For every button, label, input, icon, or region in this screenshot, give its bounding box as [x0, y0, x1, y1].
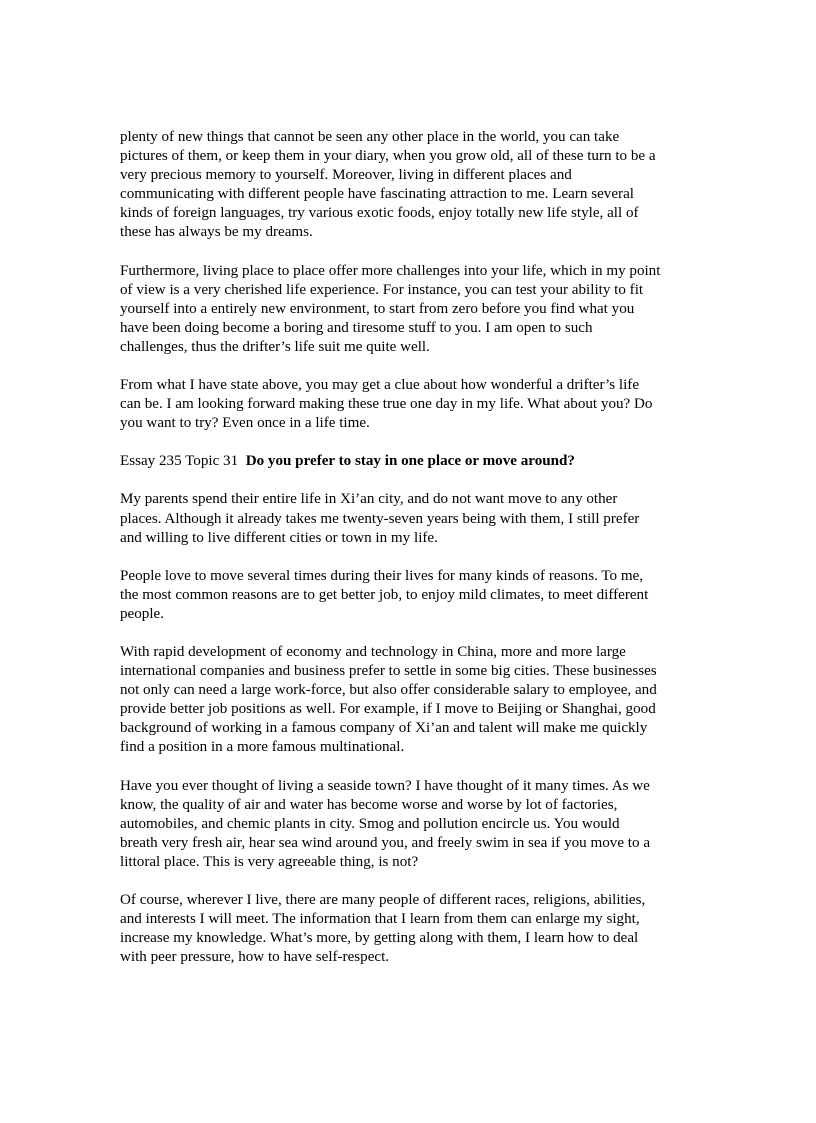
text-line: know, the quality of air and water has become worse and worse by lot of factories, [120, 796, 618, 813]
text-line: have been doing become a boring and tiresome stuff to you. I am open to such [120, 319, 593, 336]
document-page [120, 128, 705, 986]
text-line: these has always be my dreams. [120, 224, 313, 241]
text-line: communicating with different people have fascinating attraction to me. Learn several [120, 186, 634, 203]
text-line: of view is a very cherished life experience. For instance, you can test your ability to fit [120, 281, 644, 298]
text-line: kinds of foreign languages, try various exotic foods, enjoy totally new life style, all of [120, 205, 639, 222]
text-line: with peer pressure, how to have self-respect. [120, 949, 390, 966]
text-line: and willing to live different cities or town in my life. [120, 529, 438, 546]
essay-title: Do you prefer to stay in one place or move around? [245, 453, 575, 470]
text-line: littoral place. This is very agreeable thing, is not? [120, 853, 419, 870]
text-line: increase my knowledge. What’s more, by getting along with them, I learn how to deal [120, 930, 639, 947]
text-line: provide better job positions as well. For example, if I move to Beijing or Shanghai, good [120, 701, 656, 718]
text-line: can be. I am looking forward making these true one day in my life. What about you? Do [120, 396, 653, 413]
text-line: very precious memory to yourself. Moreover, living in different places and [120, 167, 572, 184]
text-line: you want to try? Even once in a life time. [120, 415, 370, 432]
text-line: Furthermore, living place to place offer more challenges into your life, which in my point [120, 262, 661, 279]
text-line: find a position in a more famous multinational. [120, 739, 405, 756]
text-line: the most common reasons are to get better job, to enjoy mild climates, to meet different [120, 586, 649, 603]
essay-label: Essay 235 Topic 31 [120, 453, 239, 470]
text-line: breath very fresh air, hear sea wind around you, and freely swim in sea if you move to a [120, 834, 651, 851]
text-line: With rapid development of economy and technology in China, more and more large [120, 643, 626, 660]
text-line: places. Although it already takes me twenty-seven years being with them, I still prefer [120, 510, 640, 527]
paragraph-conclusion [120, 376, 705, 433]
text-line: plenty of new things that cannot be seen any other place in the world, you can take [120, 129, 620, 145]
text-line: From what I have state above, you may get a clue about how wonderful a drifter’s life [120, 377, 640, 394]
paragraph-economy [120, 643, 705, 758]
text-line: challenges, thus the drifter’s life suit me quite well. [120, 338, 430, 355]
text-line: people. [120, 605, 165, 622]
text-line: My parents spend their entire life in Xi’an city, and do not want move to any other [120, 491, 618, 508]
text-line: and interests I will meet. The information that I learn from them can enlarge my sight, [120, 911, 640, 928]
text-line: yourself into a entirely new environment, to start from zero before you find what you [120, 300, 635, 317]
paragraph-seaside [120, 777, 705, 872]
paragraph-parents [120, 490, 705, 547]
text-line: automobiles, and chemic plants in city. Smog and pollution encircle us. You would [120, 815, 620, 832]
paragraph-travel-memories [120, 128, 705, 243]
text-line: pictures of them, or keep them in your diary, when you grow old, all of these turn to be a [120, 148, 656, 165]
essay-heading [120, 452, 705, 471]
text-line: Have you ever thought of living a seaside town? I have thought of it many times. As we [120, 777, 650, 794]
text-line: not only can need a large work-force, but also offer considerable salary to employee, and [120, 682, 657, 699]
text-line: international companies and business prefer to settle in some big cities. These businesses [120, 663, 657, 680]
text-line: background of working in a famous company of Xi’an and talent will make me quickly [120, 720, 648, 737]
paragraph-people [120, 891, 705, 967]
text-line: People love to move several times during their lives for many kinds of reasons. To me, [120, 567, 644, 584]
paragraph-challenges [120, 262, 705, 357]
paragraph-reasons [120, 567, 705, 624]
text-line: Of course, wherever I live, there are many people of different races, religions, abilities, [120, 892, 646, 908]
